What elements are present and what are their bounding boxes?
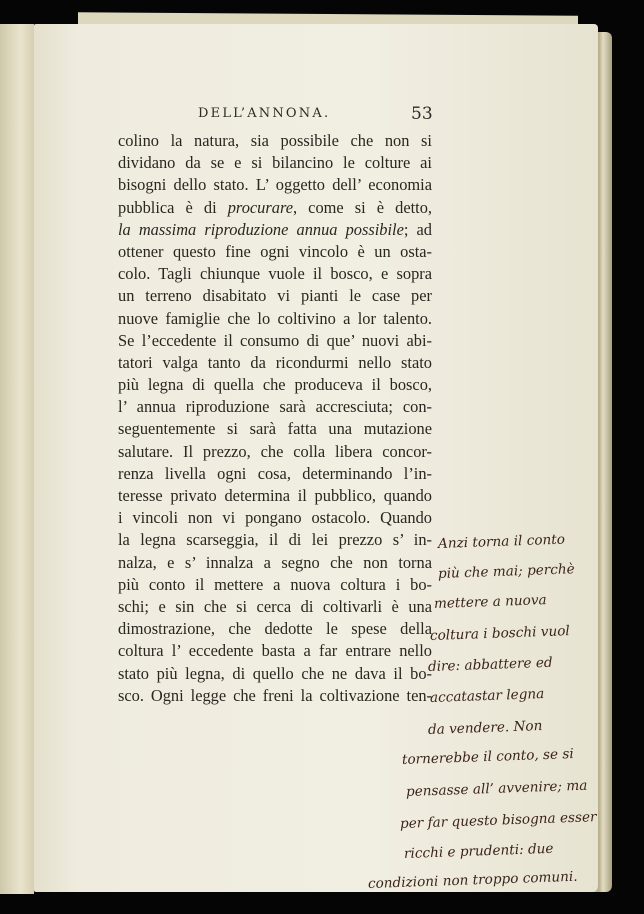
handwritten-note-line: per far questo bisogna esser	[399, 809, 597, 832]
text-line: renza livella ogni cosa, determinando l’in-	[118, 463, 432, 483]
handwritten-note-line: condizioni non troppo comuni.	[367, 868, 578, 892]
text-line: l’ annua riproduzione sarà accresciuta; con-	[118, 397, 432, 417]
text-line: la legna scarseggia, il di lei prezzo s’ in-	[118, 530, 432, 550]
handwritten-note-line: Anzi torna il conto	[437, 531, 566, 552]
text-line: coltura l’ eccedente basta a far entrare nello	[118, 641, 432, 661]
handwritten-note-line: coltura i boschi vuol	[429, 623, 571, 644]
handwritten-note-line: accatastar legna	[429, 686, 545, 706]
text-line: ottener questo fine ogni vincolo è un osta-	[118, 241, 432, 261]
text-line: la massima riproduzione annua possibile; ad	[118, 219, 432, 239]
text-line: nalza, e s’ innalza a segno che non torna	[118, 552, 432, 572]
handwritten-note-line: dire: abbattere ed	[427, 654, 553, 675]
text-line: più legna di quella che produceva il bosco,	[118, 375, 432, 395]
handwritten-note-line: tornerebbe il conto, se si	[401, 746, 574, 768]
text-line: stato più legna, di quello che ne dava il bo-	[118, 663, 432, 683]
text-line: dimostrazione, che dedotte le spese della	[118, 619, 432, 639]
page-header	[198, 104, 448, 126]
text-line: i vincoli non vi pongano ostacolo. Quando	[118, 508, 432, 528]
left-page-edge	[0, 24, 34, 894]
text-line: Se l’eccedente il consumo di que’ nuovi abi-	[118, 330, 432, 350]
text-line: dividano da se e si bilancino le colture ai	[118, 153, 432, 173]
text-line: schi; e sin che si cerca di coltivarli è una	[118, 596, 432, 616]
body-text	[118, 130, 432, 707]
text-line: teresse privato determina il pubblico, quando	[118, 486, 432, 505]
text-line: salutare. Il prezzo, che colla libera concor-	[118, 441, 432, 461]
handwritten-note-line: da vendere. Non	[427, 718, 543, 738]
text-line: nuove famiglie che lo coltivino a lor talento.	[118, 308, 432, 328]
handwritten-note-line: mettere a nuova	[433, 592, 547, 612]
text-line: pubblica è di procurare, come si è detto,	[118, 197, 433, 217]
text-line: colo. Tagli chiunque vuole il bosco, e sopra	[118, 264, 432, 284]
text-line: tatori valga tanto da ricondurmi nello stato	[118, 352, 432, 372]
text-line: più conto il mettere a nuova coltura i bo-	[118, 574, 432, 594]
text-line: un terreno disabitato vi pianti le case per	[118, 286, 432, 306]
handwritten-note-line: più che mai; perchè	[437, 561, 575, 582]
text-line: bisogni dello stato. L’ oggetto dell’ economia	[118, 175, 432, 195]
handwritten-note-line: ricchi e prudenti: due	[403, 840, 554, 862]
text-line: colino la natura, sia possibile che non si	[118, 131, 432, 150]
page-number: 53	[411, 104, 433, 124]
text-line: seguentemente si sarà fatta una mutazione	[118, 419, 432, 439]
running-head: DELL’ANNONA.	[198, 106, 331, 121]
handwritten-note-line: pensasse all’ avvenire; ma	[405, 777, 588, 800]
text-line: sco. Ogni legge che freni la coltivazione ten-	[118, 685, 432, 705]
